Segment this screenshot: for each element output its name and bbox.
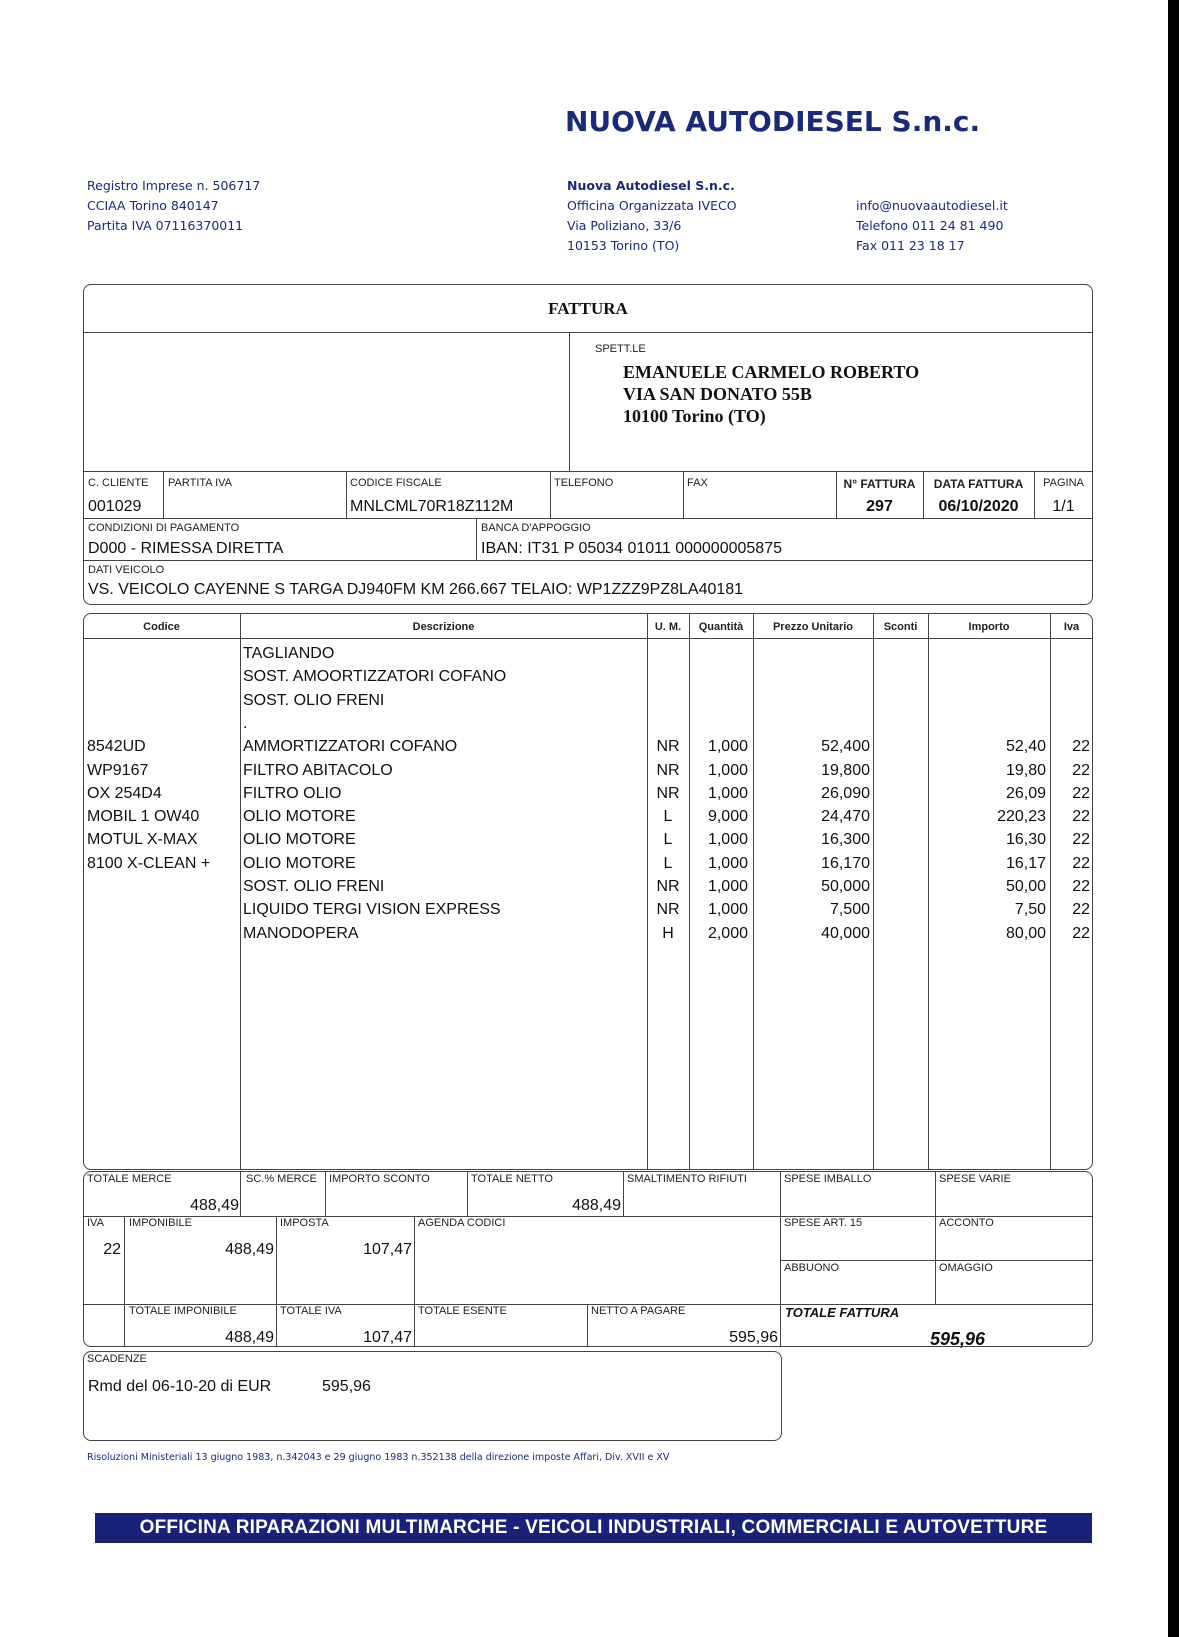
cell-prezzo: 26,090 (821, 785, 870, 802)
invoice-title: FATTURA (548, 299, 628, 318)
cell-codice: WP9167 (87, 762, 149, 779)
cell-descrizione: LIQUIDO TERGI VISION EXPRESS (243, 901, 501, 918)
totale-imponibile-label: TOTALE IMPONIBILE (129, 1305, 237, 1317)
company-contacts (856, 196, 1008, 256)
company-name: Nuova Autodiesel S.n.c. (567, 178, 735, 193)
cell-prezzo: 7,500 (829, 901, 870, 918)
invoice-number-label: N° FATTURA (843, 477, 916, 491)
totale-fattura-label: TOTALE FATTURA (785, 1305, 900, 1320)
iva-label: IVA (87, 1217, 104, 1229)
cell-iva: 22 (1072, 925, 1090, 942)
cell-descrizione: OLIO MOTORE (243, 855, 356, 872)
page-number: 1/1 (1052, 498, 1075, 515)
cell-descrizione: SOST. OLIO FRENI (243, 692, 385, 709)
cell-iva: 22 (1072, 831, 1090, 848)
imposta-label: IMPOSTA (280, 1217, 329, 1229)
cell-codice: OX 254D4 (87, 785, 162, 802)
cell-importo: 52,40 (1005, 738, 1046, 755)
col-header-iva: Iva (1063, 621, 1080, 633)
cell-descrizione: AMMORTIZZATORI COFANO (243, 738, 458, 755)
cell-descrizione: OLIO MOTORE (243, 808, 356, 825)
bank-iban: IBAN: IT31 P 05034 01011 000000005875 (481, 540, 782, 557)
cell-um: L (663, 808, 673, 825)
cell-um: NR (656, 762, 680, 779)
cell-descrizione: FILTRO ABITACOLO (243, 762, 393, 779)
cell-iva: 22 (1072, 901, 1090, 918)
cell-um: L (663, 831, 673, 848)
phone-label: TELEFONO (554, 477, 614, 489)
cell-iva: 22 (1072, 762, 1090, 779)
cell-um: NR (656, 738, 680, 755)
company-registry (87, 176, 260, 236)
cell-prezzo: 52,400 (821, 738, 870, 755)
cell-quantita: 1,000 (707, 878, 748, 895)
client-code-label: C. CLIENTE (88, 477, 149, 489)
col-header-prezzo: Prezzo Unitario (772, 621, 854, 633)
totale-netto-label: TOTALE NETTO (471, 1173, 553, 1185)
vehicle-label: DATI VEICOLO (88, 564, 165, 576)
cell-importo: 80,00 (1005, 925, 1046, 942)
cell-prezzo: 19,800 (821, 762, 870, 779)
cell-quantita: 2,000 (707, 925, 748, 942)
cell-um: NR (656, 785, 680, 802)
col-header-um: U. M. (654, 621, 682, 633)
col-header-descrizione: Descrizione (412, 621, 475, 633)
cell-importo: 7,50 (1014, 901, 1046, 918)
imponibile-label: IMPONIBILE (129, 1217, 192, 1229)
recipient-name: EMANUELE CARMELO ROBERTO (623, 362, 920, 382)
cell-iva: 22 (1072, 878, 1090, 895)
cell-iva: 22 (1072, 808, 1090, 825)
cell-quantita: 1,000 (707, 785, 748, 802)
totale-netto: 488,49 (572, 1197, 621, 1214)
cell-importo: 50,00 (1005, 878, 1046, 895)
cell-importo: 19,80 (1005, 762, 1046, 779)
invoice-number: 297 (866, 498, 893, 515)
recipient-block (623, 361, 919, 427)
totale-merce: 488,49 (190, 1197, 239, 1214)
cell-um: NR (656, 901, 680, 918)
spese-art15-label: SPESE ART. 15 (784, 1217, 863, 1229)
company-street: Via Poliziano, 33/6 (567, 218, 682, 233)
scadenze-label: SCADENZE (87, 1353, 147, 1365)
legal-note: Risoluzioni Ministeriali 13 giugno 1983, n.342043 e 29 giugno 1983 n.352138 della direzione imposte Affari, Div. XVII e XV (87, 1452, 670, 1463)
cell-iva: 22 (1072, 855, 1090, 872)
spett-label: SPETT.LE (595, 343, 646, 355)
client-code: 001029 (88, 498, 142, 515)
col-header-sconti: Sconti (883, 621, 918, 633)
cell-descrizione: OLIO MOTORE (243, 831, 356, 848)
imponibile: 488,49 (225, 1241, 274, 1258)
totale-fattura: 595,96 (930, 1329, 986, 1349)
company-brand: NUOVA AUTODIESEL S.n.c. (565, 105, 981, 138)
company-vat: Partita IVA 07116370011 (87, 218, 244, 233)
cell-codice: 8542UD (87, 738, 146, 755)
recipient-city: 10100 Torino (TO) (623, 406, 766, 426)
cell-iva: 22 (1072, 785, 1090, 802)
cell-codice: MOBIL 1 OW40 (87, 808, 200, 825)
importo-sconto-label: IMPORTO SCONTO (329, 1173, 430, 1185)
fax-label: FAX (687, 477, 708, 489)
cell-quantita: 1,000 (707, 762, 748, 779)
invoice-date: 06/10/2020 (938, 498, 1019, 515)
cell-descrizione: TAGLIANDO (243, 645, 335, 662)
cell-um: NR (656, 878, 680, 895)
cell-um: H (662, 925, 674, 942)
cell-iva: 22 (1072, 738, 1090, 755)
company-city: 10153 Torino (TO) (567, 238, 680, 253)
cell-um: L (663, 855, 673, 872)
col-header-importo: Importo (968, 621, 1010, 633)
company-officina: Officina Organizzata IVECO (567, 198, 737, 213)
fiscal-code-label: CODICE FISCALE (350, 477, 442, 489)
agenda-label: AGENDA CODICI (418, 1217, 506, 1229)
footer-banner: OFFICINA RIPARAZIONI MULTIMARCHE - VEICOLI INDUSTRIALI, COMMERCIALI E AUTOVETTURE (95, 1513, 1092, 1543)
omaggio-label: OMAGGIO (939, 1262, 993, 1274)
company-phone: Telefono 011 24 81 490 (856, 218, 1004, 233)
invoice-date-label: DATA FATTURA (933, 477, 1024, 491)
cell-quantita: 1,000 (707, 738, 748, 755)
netto-pagare: 595,96 (729, 1329, 778, 1346)
scadenza-importo: 595,96 (322, 1378, 371, 1395)
cell-importo: 16,30 (1005, 831, 1046, 848)
cell-prezzo: 16,300 (821, 831, 870, 848)
acconto-label: ACCONTO (939, 1217, 994, 1229)
payment-terms-label: CONDIZIONI DI PAGAMENTO (88, 522, 240, 534)
cell-descrizione: SOST. AMOORTIZZATORI COFANO (243, 668, 507, 685)
company-email: info@nuovaautodiesel.it (856, 198, 1008, 213)
totale-merce-label: TOTALE MERCE (87, 1173, 172, 1185)
imposta: 107,47 (363, 1241, 412, 1258)
recipient-street: VIA SAN DONATO 55B (623, 384, 812, 404)
scadenze-box (83, 1351, 782, 1441)
cell-prezzo: 40,000 (821, 925, 870, 942)
cell-descrizione: SOST. OLIO FRENI (243, 878, 385, 895)
col-header-quantita: Quantità (698, 621, 744, 633)
sc-merce-label: SC.% MERCE (246, 1173, 317, 1185)
cell-quantita: 1,000 (707, 901, 748, 918)
iva-rate: 22 (103, 1241, 121, 1258)
cell-descrizione: FILTRO OLIO (243, 785, 342, 802)
cell-quantita: 1,000 (707, 831, 748, 848)
cell-descrizione: . (243, 715, 248, 732)
cell-importo: 220,23 (997, 808, 1046, 825)
totale-iva-label: TOTALE IVA (280, 1305, 342, 1317)
cell-importo: 16,17 (1005, 855, 1046, 872)
cell-descrizione: MANODOPERA (243, 925, 359, 942)
page-label: PAGINA (1043, 477, 1084, 489)
totale-iva: 107,47 (363, 1329, 412, 1346)
scadenza-desc: Rmd del 06-10-20 di EUR (88, 1378, 272, 1395)
fiscal-code: MNLCML70R18Z112M (350, 498, 514, 515)
cell-importo: 26,09 (1005, 785, 1046, 802)
vat-label: PARTITA IVA (168, 477, 232, 489)
spese-varie-label: SPESE VARIE (939, 1173, 1011, 1185)
vehicle-details: VS. VEICOLO CAYENNE S TARGA DJ940FM KM 266.667 TELAIO: WP1ZZZ9PZ8LA40181 (88, 581, 744, 598)
registro-imprese: Registro Imprese n. 506717 (87, 178, 261, 193)
cciaa: CCIAA Torino 840147 (87, 198, 219, 213)
cell-prezzo: 24,470 (821, 808, 870, 825)
cell-quantita: 1,000 (707, 855, 748, 872)
totale-esente-label: TOTALE ESENTE (418, 1305, 507, 1317)
col-header-codice: Codice (143, 621, 180, 633)
cell-codice: MOTUL X-MAX (87, 831, 198, 848)
cell-prezzo: 16,170 (821, 855, 870, 872)
company-address (567, 176, 737, 256)
totale-imponibile: 488,49 (225, 1329, 274, 1346)
smaltimento-label: SMALTIMENTO RIFIUTI (627, 1173, 747, 1185)
company-fax: Fax 011 23 18 17 (856, 238, 965, 253)
cell-codice: 8100 X-CLEAN + (87, 855, 211, 872)
payment-terms: D000 - RIMESSA DIRETTA (88, 540, 284, 557)
cell-prezzo: 50,000 (821, 878, 870, 895)
spese-imballo-label: SPESE IMBALLO (784, 1173, 872, 1185)
bank-label: BANCA D'APPOGGIO (481, 522, 591, 534)
cell-quantita: 9,000 (707, 808, 748, 825)
netto-pagare-label: NETTO A PAGARE (591, 1305, 686, 1317)
abbuono-label: ABBUONO (784, 1262, 840, 1274)
